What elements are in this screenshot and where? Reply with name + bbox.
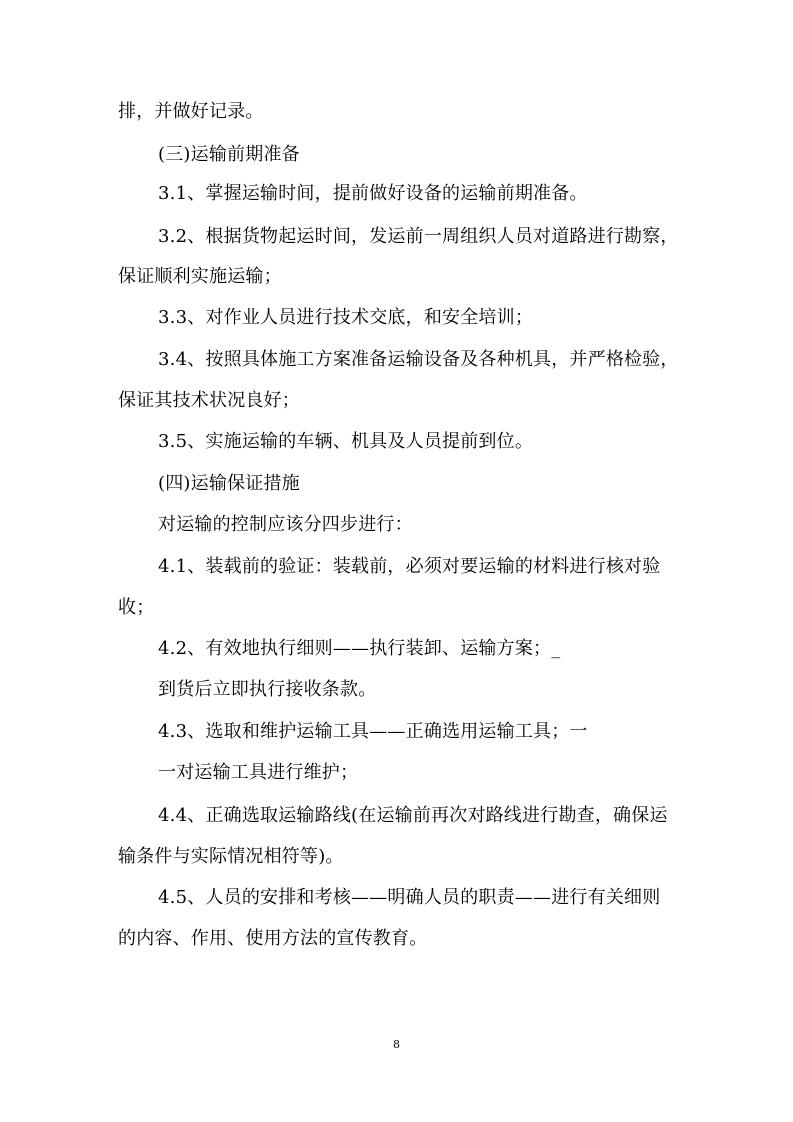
paragraph-line: 4.1、装载前的验证：装载前，必须对要运输的材料进行核对验: [158, 556, 661, 577]
paragraph-line: 排，并做好记录。: [118, 101, 264, 122]
paragraph-line: 收；: [118, 597, 155, 618]
paragraph-line: 3.5、实施运输的车辆、机具及人员提前到位。: [158, 431, 534, 452]
paragraph-line: 4.5、人员的安排和考核——明确人员的职责——进行有关细则: [158, 887, 661, 908]
paragraph-line: 4.2、有效地执行细则——执行装卸、运输方案；_: [158, 638, 561, 659]
paragraph-line: 到货后立即执行接收条款。: [158, 679, 377, 700]
paragraph-line: 保证顺利实施运输；: [118, 266, 282, 287]
paragraph-line: 3.2、根据货物起运时间，发运前一周组织人员对道路进行勘察，: [158, 226, 679, 247]
paragraph-line: 的内容、作用、使用方法的宣传教育。: [118, 928, 428, 949]
section-heading: (四)运输保证措施: [158, 473, 300, 494]
paragraph-line: 一对运输工具进行维护；: [158, 762, 359, 783]
paragraph-line: 3.3、对作业人员进行技术交底，和安全培训；: [158, 307, 534, 328]
paragraph-line: 4.3、选取和维护运输工具——正确选用运输工具；一: [158, 721, 588, 742]
paragraph-line: 3.4、按照具体施工方案准备运输设备及各种机具，并严格检验，: [158, 349, 679, 370]
paragraph-line: 输条件与实际情况相符等)。: [118, 846, 344, 867]
paragraph-line: 对运输的控制应该分四步进行：: [158, 514, 413, 535]
paragraph-line: 4.4、正确选取运输路线(在运输前再次对路线进行勘查，确保运: [158, 805, 668, 826]
page-number: 8: [393, 1038, 400, 1051]
paragraph-line: 保证其技术状况良好；: [118, 390, 300, 411]
paragraph-line: 3.1、掌握运输时间，提前做好设备的运输前期准备。: [158, 183, 588, 204]
section-heading: (三)运输前期准备: [158, 144, 300, 165]
